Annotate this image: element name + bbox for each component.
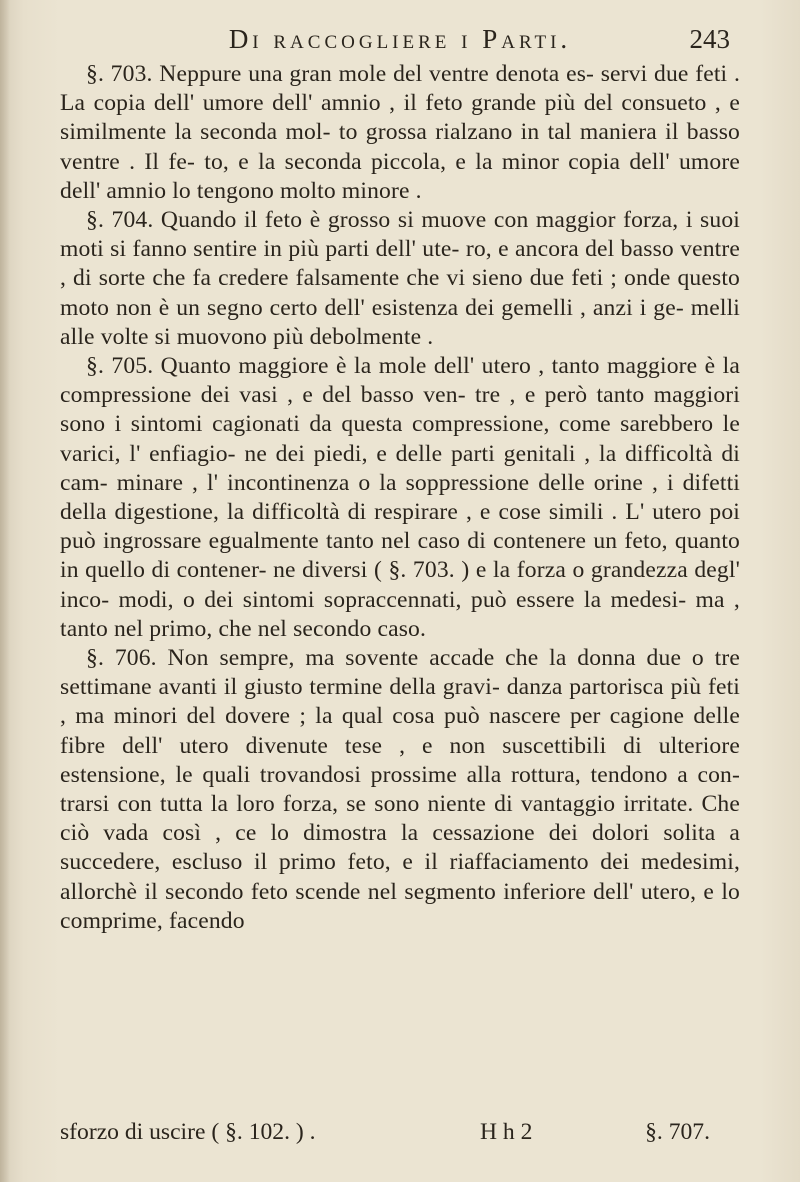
running-head bbox=[60, 20, 740, 60]
spine-shadow bbox=[0, 0, 10, 1182]
paragraph-705: §. 705. Quanto maggiore è la mole dell' utero , tanto maggiore è la compressione dei vasi , e del basso ven- tre , e però tanto maggiori sono i sintomi cagionati da questa compressione, come sarebbero le varici, l' enfiagio- ne dei piedi, e delle parti genitali , la difficoltà di cam- minare , l' incontinenza o la soppressione delle orine , i difetti della digestione, la difficoltà di respirare , e cose simili . L' utero poi può ingrossare egualmente tanto nel caso di contenere un feto, quanto in quello di contener- ne diversi ( §. 703. ) e la forza o grandezza degl' inco- modi, o dei sintomi sopraccennati, può essere la medesi- ma , tanto nel primo, che nel secondo caso. bbox=[60, 353, 740, 642]
final-text-line: sforzo di uscire ( §. 102. ) . bbox=[60, 1119, 316, 1145]
page-number: 243 bbox=[689, 24, 730, 54]
signature-mark: H h 2 bbox=[480, 1119, 533, 1145]
paragraph-704: §. 704. Quando il feto è grosso si muove con maggior forza, i suoi moti si fanno sentire in più parti dell' ute- ro, e ancora del basso ventre , di sorte che fa credere falsamente che vi sieno due feti ; onde questo moto non è un segno certo dell' esistenza dei gemelli , anzi i ge- melli alle volte si muovono più debolmente . bbox=[60, 207, 740, 350]
body-text bbox=[60, 60, 740, 936]
page-footer bbox=[60, 1119, 740, 1149]
running-title: Di raccogliere i Parti. bbox=[228, 24, 572, 54]
paragraph-706: §. 706. Non sempre, ma sovente accade che la donna due o tre settimane avanti il giusto termine della gravi- danza partorisca più feti , ma minori del dovere ; la qual cosa può nascere per cagione delle fibre dell' utero divenute tese , e non suscettibili di ulteriore estensione, le quali trovandosi prossime alla rottura, tendono a con- trarsi con tutta la loro forza, se sono niente di vantaggio irritate. Che ciò vada così , ce lo dimostra la cessazione dei dolori solita a succedere, escluso il primo feto, e il riaffaciamento dei medesimi, allorchè il secondo feto scende nel segmento inferiore dell' utero, e lo comprime, facendo bbox=[60, 645, 740, 934]
paragraph-703: §. 703. Neppure una gran mole del ventre denota es- servi due feti . La copia dell' umore dell' amnio , il feto grande più del consueto , e similmente la seconda mol- to grossa rialzano in tal maniera il basso ventre . Il fe- to, e la seconda piccola, e la minor copia dell' umore dell' amnio lo tengono molto minore . bbox=[60, 61, 740, 204]
catchword: §. 707. bbox=[645, 1119, 710, 1145]
